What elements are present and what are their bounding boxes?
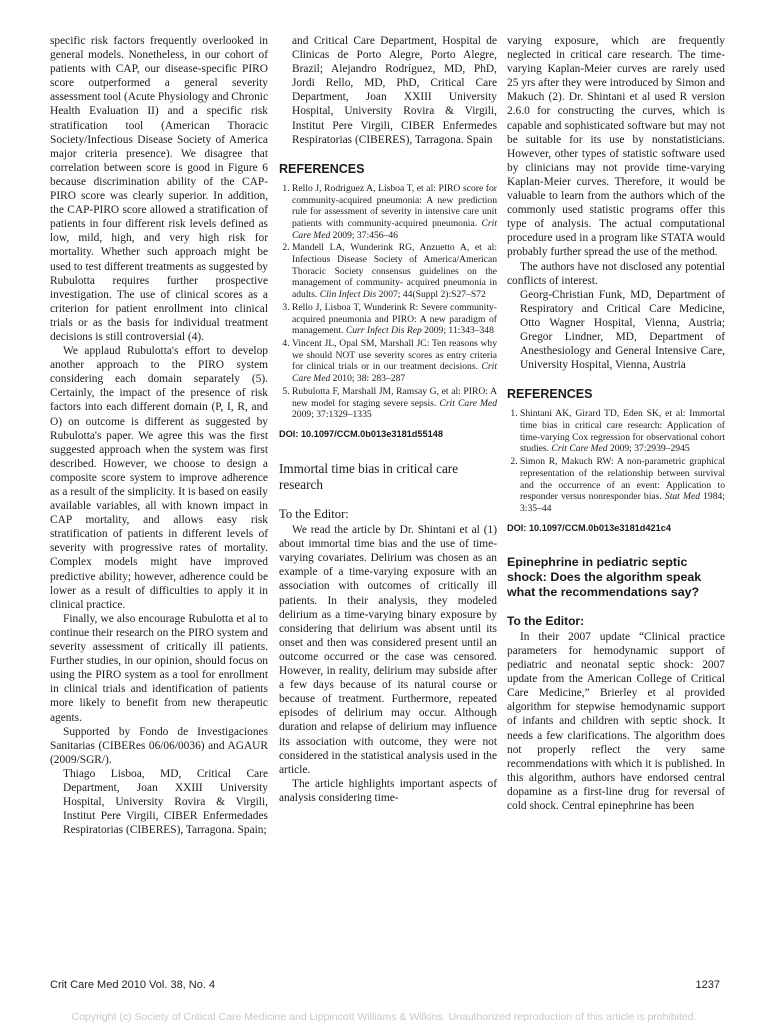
- reference-item: 1. Rello J, Rodriguez A, Lisboa T, et al: PIRO score for community-acquired pneumonia: A new prediction rule for assessment of severity in intensive care unit patients with community-acquired pneumonia. Crit Care Med 2009; 37:456–46: [292, 183, 497, 242]
- doi-link[interactable]: DOI: 10.1097/CCM.0b013e3181d55148: [279, 428, 443, 439]
- journal-citation: Crit Care Med 2010 Vol. 38, No. 4: [50, 979, 216, 991]
- author-affiliation: Thiago Lisboa, MD, Critical Care Department, Joan XXIII University Hospital, University Rovira & Virgili, Institut Pere Virgili, CIBER Enfermedades Respiratorias (CIBERES), Tarragona. Spain;: [63, 767, 268, 837]
- body-paragraph: The article highlights important aspects of analysis considering time-: [279, 777, 497, 804]
- reference-item: 1. Shintani AK, Girard TD, Eden SK, et al: Immortal time bias in critical care research: Application of time-varying Cox regression for observational cohort studies. Crit Care Med 2009; 37:2939–2945: [520, 408, 725, 455]
- column-left: [50, 34, 268, 837]
- references-heading: REFERENCES: [279, 161, 365, 176]
- article-title: Epinephrine in pediatric septic shock: Does the algorithm speak what the recommendations say?: [507, 554, 702, 599]
- reference-item: 4. Vincent JL, Opal SM, Marshall JC: Ten reasons why we should NOT use severity scores as entry criteria for clinical trials or in our treatment decisions. Crit Care Med 2010; 38: 283–287: [292, 338, 497, 385]
- body-paragraph: specific risk factors frequently overlooked in general models. Nonetheless, in our cohort of patients with CAP, our disease-specific PIRO score outperformed a general severity assessment tool (Acute Physiology and Chronic Health Evaluation II) and a specific risk stratification tool (American Thoracic Society/Infectious Disease Society of America major criteria presence). We disagree that correlation between score is good in Figure 6 because discrimination ability of the CAP-PIRO score was clearly superior. In addition, the CAP-PIRO score allowed a stratification of patients in four different risk levels defined as low, mild, high, and very high risk for mortality. Whether such approach might be used to test different treatments as suggested by Rubulotta requires further prospective investigation. The use of clinical scores as a criterion for patient enrollment into clinical trials or as the basis for individual treatment decisions is still controversial (4).: [50, 35, 268, 343]
- salutation: To the Editor:: [507, 613, 585, 628]
- reference-item: 2. Simon R, Makuch RW: A non-parametric graphical representation of the relationship between survival and the occurrence of an event: Application to responder versus nonresponder bias. Stat Med 1984; 3:35–44: [520, 456, 725, 515]
- body-paragraph: In their 2007 update “Clinical practice parameters for hemodynamic support of pediatric and neonatal septic shock: 2007 update from the American College of Critical Care Medicine,” Brierley et al provided algorithm for stepwise hemodynamic support of infants and children with septic shock. It needs a few clarifications. The algorithm does not properly reflect the very same recommendations with which it is published. In this algorithm, authors have endorsed central dopamine as a first-line drug for reversal of cold shock. Central epinephrine has been: [507, 630, 725, 812]
- copyright-notice: Copyright (c) Society of Critical Care Medicine and Lippincott Williams & Wilkins. Unauthorized reproduction of this article is prohibited.: [71, 1011, 697, 1023]
- body-paragraph: varying exposure, which are frequently neglected in critical care research. The time-varying Kaplan-Meier curves are rarely used 25 yrs after they were introduced by Simon and Makuch (2). Dr. Shintani et al used R version 2.6.0 for constructing the curves, which is capable and sophisticated software but may not be suitable for its use by nonstatisticians. However, other types of statistic software used by clinicians may not provide time-varying Kaplan-Meier curves. Therefore, it would be valuable to learn from the authors which of the commonly used statistic programs offer this type of analysis. The actual computational procedure used in a program like STATA would probably further spread the use of the method.: [507, 35, 725, 259]
- salutation: To the Editor:: [279, 507, 349, 521]
- column-right: [507, 34, 725, 813]
- reference-item: 2. Mandell LA, Wunderink RG, Anzuetto A, et al: Infectious Disease Society of America/American Thoracic Society consensus guidelines on the management of community- acquired pneumonia in adults. Clin Infect Dis 2007; 44(Suppl 2):S27–S72: [292, 242, 497, 301]
- body-paragraph: Finally, we also encourage Rubulotta et al to continue their research on the PIRO system and severity assessment of critically ill patients. Further studies, in our opinion, should focus on using the PIRO system as a tool for enrollment in clinical trials and identification of patients more likely to benefit from new therapeutic agents.: [50, 612, 268, 724]
- reference-item: 5. Rubulotta F, Marshall JM, Ramsay G, et al: PIRO: A new model for staging severe sepsis. Crit Care Med 2009; 37:1329–1335: [292, 386, 497, 421]
- body-paragraph: We read the article by Dr. Shintani et al (1) about immortal time bias and the use of time-varying covariates. Delirium was chosen as an example of a time-varying exposure with an association with outcomes of critically ill patients. In their analysis, they modeled delirium as a time-varying binary exposure by considering that delirium was absent until its onset and then was considered present until an outcome occurred or the case was censored. However, in reality, delirium may subside after a few days because of its natural course or because of treatment. Furthermore, repeated episodes of delirium may occur. Although duration and relapse of delirium may influence its association with outcome, they were not considered in the statistical analysis used in the article.: [279, 524, 497, 776]
- reference-item: 3. Rello J, Lisboa T, Wunderink R: Severe community-acquired pneumonia and PIRO: A new paradigm of management. Curr Infect Dis Rep 2009; 11:343–348: [292, 302, 497, 337]
- body-paragraph: We applaud Rubulotta's effort to develop another approach to the PIRO system considering each domain separately (5). Certainly, the impact of the presence of risk factors into each different domain (P, I, R, and O) on outcome is different as suggested by Rubulotta's paper. We agree this was the first suggested approach when the system was first described. However, we choose to design a composite score system to improve adherence as a result of the simplicity. It is based on easily available variables, all with known impact in CAP mortality, and allows easy risk stratification of patients in different levels of severity with progressive rates of mortality. Complex models might have improved predictive ability; however, adherence could be lower as a result of difficulties to apply it in clinical practice.: [50, 345, 268, 611]
- conflict-statement: The authors have not disclosed any potential conflicts of interest.: [507, 260, 725, 287]
- author-affiliation: Georg-Christian Funk, MD, Department of Respiratory and Critical Care Medicine, Otto Wagner Hospital, Vienna, Austria; Gregor Lindner, MD, Department of Anesthesiology and General Intensive Care, University Hospital, Vienna, Austria: [520, 288, 725, 372]
- article-title: Immortal time bias in critical care research: [279, 461, 459, 492]
- references-heading: REFERENCES: [507, 387, 593, 402]
- column-middle: [279, 34, 497, 805]
- author-affiliation-continued: and Critical Care Department, Hospital de Clinicas de Porto Alegre, Porto Alegre, Brazil; Alejandro Rodríguez, MD, PhD, Jordi Rello, MD, PhD, Critical Care Department, Joan XXIII University Hospital, University Rovira & Virgili, Institut Pere Virgili, CIBER Enfermedes Respiratorias (CIBERES), Tarragona. Spain: [292, 35, 497, 146]
- page-number: 1237: [695, 979, 720, 991]
- doi-link[interactable]: DOI: 10.1097/CCM.0b013e3181d421c4: [507, 522, 671, 533]
- reference-list: [279, 183, 497, 421]
- reference-list: [507, 408, 725, 514]
- funding-statement: Supported by Fondo de Investigaciones Sanitarias (CIBERes 06/06/0036) and AGAUR (2009/SGR/).: [50, 725, 268, 766]
